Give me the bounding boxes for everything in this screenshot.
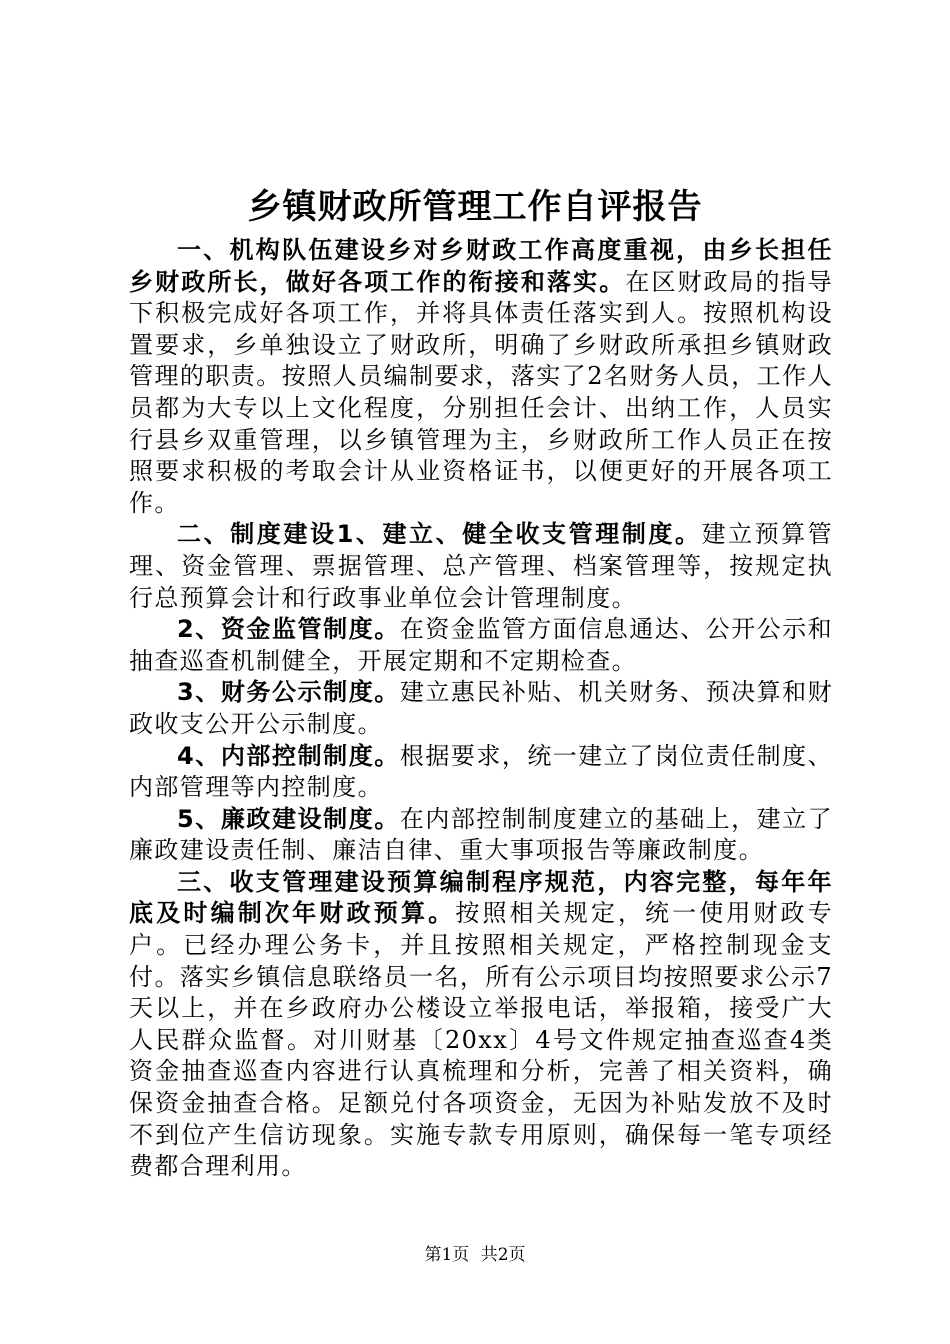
paragraph-budget-management: [129, 867, 833, 1183]
paragraph-text: 在资金监管方面信息通达、公开公示和抽查巡查机制健全，开展定期和不定期检查。: [129, 615, 833, 675]
paragraph-text: 在区财政局的指导下积极完成好各项工作，并将具体责任落实到人。按照机构设置要求，乡单独设立了财政所，明确了乡财政所承担乡镇财政管理的职责。按照人员编制要求，落实了2名财务人员，工作人员都为大专以上文化程度，分别担任会计、出纳工作，人员实行县乡双重管理，以乡镇管理为主，乡财政所工作人员正在按照要求积极的考取会计从业资格证书，以便更好的开展各项工作。: [129, 267, 834, 517]
paragraph-system-building: [129, 519, 833, 614]
document-title: 乡镇财政所管理工作自评报告: [247, 187, 703, 227]
paragraph-lead: 2、资金监管制度。: [177, 615, 400, 644]
paragraph-organization: [129, 235, 833, 519]
paragraph-internal-control: [129, 741, 833, 804]
paragraph-integrity: [129, 804, 833, 867]
paragraph-text: 建立预算管理、资金管理、票据管理、总产管理、档案管理等，按规定执行总预算会计和行政事业单位会计管理制度。: [129, 520, 834, 612]
paragraph-lead: 5、廉政建设制度。: [177, 804, 400, 833]
page-footer: [0, 1243, 950, 1267]
paragraph-lead: 二、制度建设1、建立、健全收支管理制度。: [177, 520, 702, 549]
paragraph-text: 按照相关规定，统一使用财政专户。已经办理公务卡，并且按照相关规定，严格控制现金支付。落实乡镇信息联络员一名，所有公示项目均按照要求公示7天以上，并在乡政府办公楼设立举报电话，举报箱，接受广大人民群众监督。对川财基〔20xx〕4号文件规定抽查巡查4类资金抽查巡查内容进行认真梳理和分析，完善了相关资料，确保资金抽查合格。足额兑付各项资金，无因为补贴发放不及时不到位产生信访现象。实施专款专用原则，确保每一笔专项经费都合理利用。: [129, 899, 834, 1181]
page-total: 共2页: [480, 1245, 526, 1265]
paragraph-fund-supervision: [129, 614, 833, 677]
paragraph-lead: 4、内部控制制度。: [177, 741, 400, 770]
page-number: 第1页: [424, 1245, 470, 1265]
paragraph-text: 建立惠民补贴、机关财务、预决算和财政收支公开公示制度。: [129, 678, 833, 738]
paragraph-text: 根据要求，统一建立了岗位责任制度、内部管理等内控制度。: [129, 741, 833, 802]
paragraph-financial-disclosure: [129, 677, 833, 740]
paragraph-text: 在内部控制制度建立的基础上，建立了廉政建设责任制、廉洁自律、重大事项报告等廉政制度。: [129, 804, 833, 865]
document-body: [129, 235, 833, 1183]
paragraph-lead: 3、财务公示制度。: [177, 678, 400, 707]
paragraph-lead: 三、收支管理建设预算编制程序规范，内容完整，每年年底及时编制次年财政预算。: [129, 867, 833, 928]
paragraph-lead: 一、机构队伍建设乡对乡财政工作高度重视，由乡长担任乡财政所长，做好各项工作的衔接和落实。: [129, 236, 833, 296]
